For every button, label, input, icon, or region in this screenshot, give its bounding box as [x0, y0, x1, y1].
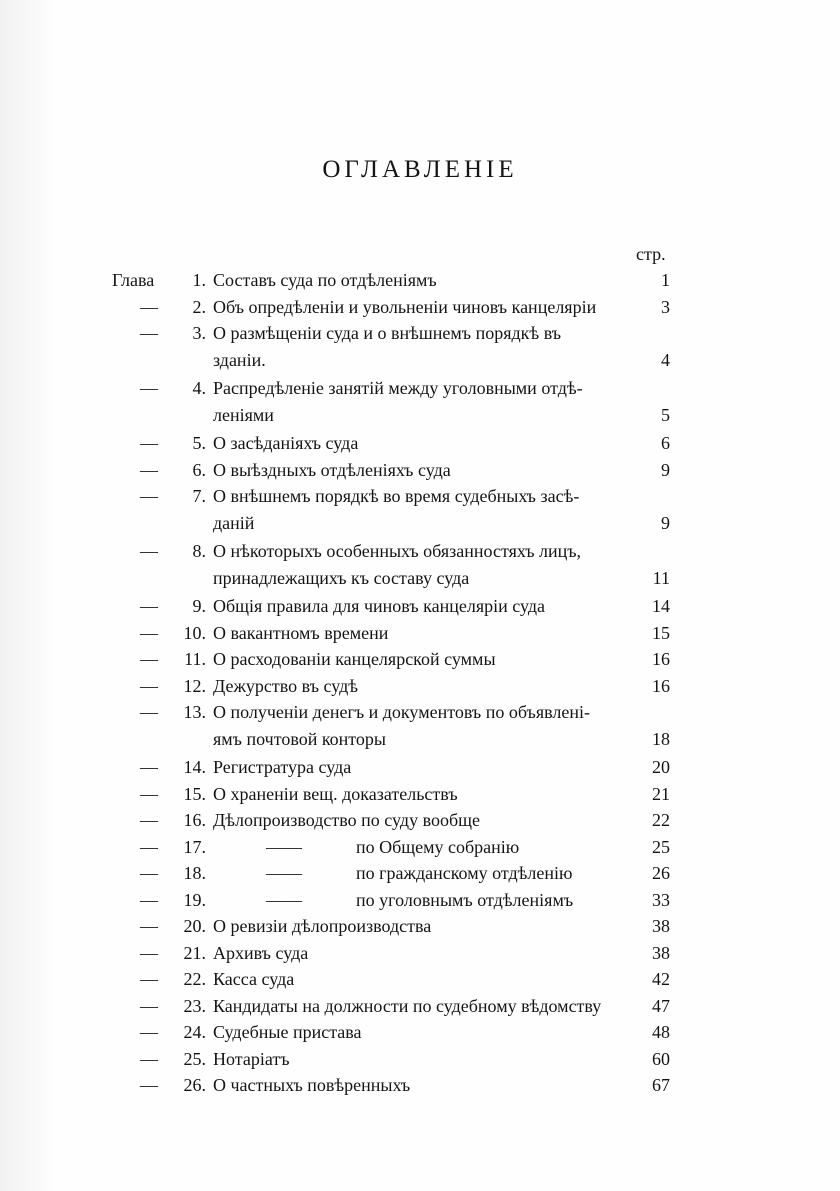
chapter-title-line: Объ опредѣленіи и увольненіи чиновъ канцеляріи	[213, 296, 597, 317]
ditto-dash: —	[140, 757, 158, 777]
page-number: 21	[652, 783, 670, 804]
page-number: 60	[652, 1048, 670, 1069]
page-number: 15	[652, 622, 670, 643]
chapter-title-line: О выѣздныхъ отдѣленіяхъ суда	[213, 459, 451, 480]
chapter-title-line: О полученіи денегъ и документовъ по объявлені-	[213, 702, 590, 722]
chapter-title-line: Архивъ суда	[213, 942, 309, 963]
chapter-number: 1.	[192, 270, 206, 290]
chapter-title-line: Дѣлопроизводство по суду вообще	[213, 810, 480, 830]
ditto-dash: —	[140, 622, 158, 643]
chapter-number: 8.	[192, 541, 206, 561]
ditto-dash: —	[140, 378, 158, 398]
chapter-number: 23.	[183, 995, 206, 1016]
chapter-number: 10.	[183, 622, 206, 643]
page-number: 6	[661, 433, 670, 453]
ditto-dash: —	[140, 810, 158, 830]
ditto-dash: —	[140, 649, 158, 669]
chapter-number: 7.	[192, 486, 206, 506]
chapter-number: 12.	[183, 675, 206, 696]
chapter-number: 15.	[183, 783, 206, 804]
page-number: 26	[652, 863, 670, 883]
chapter-number: 25.	[183, 1048, 206, 1069]
chapter-title-line: О вакантномъ времени	[213, 622, 389, 643]
chapter-title-line: Распредѣленіе занятій между уголовными отдѣ-	[213, 378, 583, 398]
chapter-title-line: Дежурство въ судѣ	[213, 675, 359, 696]
page-number: 14	[652, 596, 670, 616]
ditto-dash: —	[140, 969, 158, 989]
chapter-number: 16.	[183, 810, 206, 830]
page-number: 4	[661, 349, 670, 370]
page-number: 5	[661, 404, 670, 425]
chapter-title-line: по Общему собранію	[356, 836, 520, 857]
page-number: 38	[652, 942, 670, 963]
page-number: 67	[652, 1075, 670, 1095]
ditto-dash: —	[140, 541, 158, 561]
chapter-title-line: даній	[213, 512, 255, 533]
chapter-title-line: зданіи.	[213, 349, 266, 370]
chapter-number: 6.	[192, 459, 206, 480]
page-number: 16	[652, 675, 670, 696]
chapter-number: 5.	[192, 433, 206, 453]
chapter-title-line: О размѣщеніи суда и о внѣшнемъ порядкѣ въ	[213, 323, 562, 343]
ditto-dash: —	[140, 702, 158, 722]
page-title: ОГЛАВЛЕНІЕ	[322, 156, 518, 183]
chapter-number: 2.	[192, 296, 206, 317]
chapter-title-line: Регистратура суда	[213, 757, 352, 777]
chapter-number: 24.	[183, 1022, 206, 1042]
chapter-title-line: О внѣшнемъ порядкѣ во время судебныхъ засѣ-	[213, 486, 580, 506]
page-number: 16	[652, 649, 670, 669]
ditto-dash: —	[140, 942, 158, 963]
ditto-dash: —	[140, 889, 158, 910]
ditto-dash: —	[140, 1075, 158, 1095]
ditto-dash: —	[140, 995, 158, 1016]
chapter-number: 21.	[183, 942, 206, 963]
chapter-number: 26.	[183, 1075, 206, 1095]
chapter-title-line: принадлежащихъ къ составу суда	[213, 567, 470, 588]
chapter-title-line: О засѣданіяхъ суда	[213, 433, 359, 453]
page-number: 48	[652, 1022, 670, 1042]
ditto-dash: —	[140, 675, 158, 696]
chapter-label: Глава	[112, 270, 155, 290]
ditto-dash: —	[140, 459, 158, 480]
chapter-number: 4.	[192, 378, 206, 398]
chapter-title-line: по гражданскому отдѣленію	[356, 863, 573, 883]
chapter-number: 13.	[183, 702, 206, 722]
ditto-mark: ——	[266, 863, 302, 883]
chapter-title-line: О частныхъ повѣренныхъ	[213, 1075, 411, 1095]
chapter-number: 20.	[183, 916, 206, 936]
chapter-title-line: Составъ суда по отдѣленіямъ	[213, 270, 437, 290]
chapter-title-line: ямъ почтовой конторы	[213, 728, 387, 749]
page-column-label: стр.	[636, 244, 666, 264]
chapter-title-line: О храненіи вещ. доказательствъ	[213, 783, 458, 804]
chapter-number: 19.	[183, 889, 206, 910]
page-number: 47	[652, 995, 670, 1016]
ditto-dash: —	[140, 916, 158, 936]
chapter-title-line: по уголовнымъ отдѣленіямъ	[356, 889, 574, 910]
page-number: 9	[661, 459, 670, 480]
page-number: 42	[652, 969, 670, 989]
chapter-title-line: Общія правила для чиновъ канцеляріи суда	[213, 596, 545, 616]
chapter-title-line: О ревизіи дѣлопроизводства	[213, 916, 432, 936]
page-number: 18	[652, 728, 670, 749]
ditto-dash: —	[140, 296, 158, 317]
chapter-title-line: Нотаріатъ	[213, 1048, 290, 1069]
chapter-title-line: О расходованіи канцелярской суммы	[213, 649, 496, 669]
ditto-dash: —	[140, 783, 158, 804]
chapter-number: 17.	[183, 836, 206, 857]
chapter-title-line: Касса суда	[213, 969, 295, 989]
ditto-dash: —	[140, 433, 158, 453]
chapter-number: 18.	[183, 863, 206, 883]
ditto-dash: —	[140, 863, 158, 883]
page-number: 25	[652, 836, 670, 857]
ditto-dash: —	[140, 1048, 158, 1069]
ditto-mark: ——	[266, 889, 302, 910]
ditto-mark: ——	[266, 836, 302, 857]
ditto-dash: —	[140, 323, 158, 343]
page-number: 38	[652, 916, 670, 936]
page-number: 20	[652, 757, 670, 777]
ditto-dash: —	[140, 836, 158, 857]
chapter-number: 11.	[184, 649, 206, 669]
page-number: 3	[661, 296, 670, 317]
ditto-dash: —	[140, 486, 158, 506]
chapter-number: 14.	[183, 757, 206, 777]
chapter-title-line: Кандидаты на должности по судебному вѣдомству	[213, 995, 602, 1016]
page-number: 9	[661, 512, 670, 533]
ditto-dash: —	[140, 596, 158, 616]
page-number: 33	[652, 889, 670, 910]
chapter-number: 22.	[183, 969, 206, 989]
ditto-dash: —	[140, 1022, 158, 1042]
chapter-number: 9.	[192, 596, 206, 616]
page-number: 11	[652, 567, 670, 588]
chapter-number: 3.	[192, 323, 206, 343]
chapter-title-line: О нѣкоторыхъ особенныхъ обязанностяхъ лицъ,	[213, 541, 582, 561]
chapter-title-line: леніями	[213, 404, 274, 425]
page-number: 22	[652, 810, 670, 830]
chapter-title-line: Судебные пристава	[213, 1022, 362, 1042]
page-number: 1	[661, 270, 670, 290]
